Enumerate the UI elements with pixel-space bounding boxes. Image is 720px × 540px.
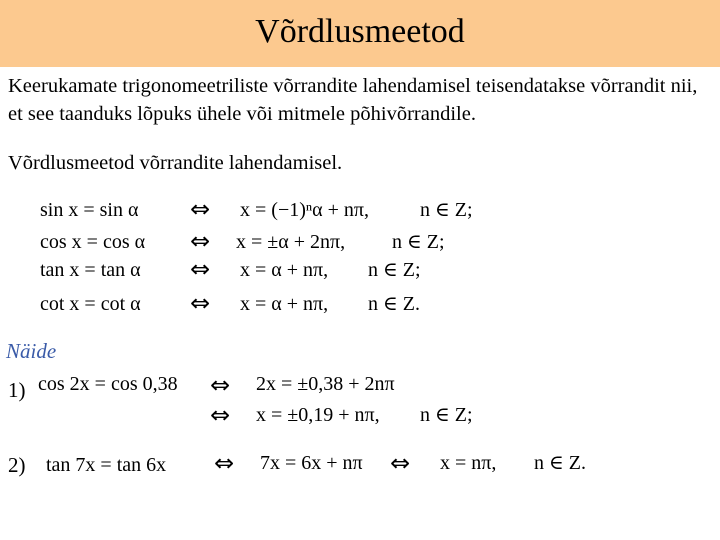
example-label: Näide [6, 339, 57, 363]
rule-sin-rhs: x = (−1)ⁿα + nπ, [240, 199, 370, 221]
rule-cos-lhs: cos x = cos α [40, 231, 146, 253]
example-1-step1: 2x = ±0,38 + 2nπ [256, 373, 395, 395]
equivalence-arrow-icon: ⇔ [190, 289, 211, 317]
example-1-cond: n ∈ Z; [420, 404, 473, 426]
rule-cos-cond: n ∈ Z; [392, 231, 445, 253]
equivalence-arrow-icon: ⇔ [390, 449, 411, 477]
rule-cot-lhs: cot x = cot α [40, 293, 141, 315]
example-2-step2: x = nπ, [440, 452, 497, 474]
rule-cot-rhs: x = α + nπ, [240, 293, 329, 315]
example-1-step2: x = ±0,19 + nπ, [256, 404, 380, 426]
rule-tan-cond: n ∈ Z; [368, 259, 421, 281]
slide-title: Võrdlusmeetod [255, 13, 465, 50]
example-2-number: 2) [8, 453, 26, 477]
example-1-number: 1) [8, 378, 26, 402]
equivalence-arrow-icon: ⇔ [190, 227, 211, 255]
example-2-cond: n ∈ Z. [534, 452, 587, 474]
equivalence-arrow-icon: ⇔ [190, 255, 211, 283]
example-1-lhs: cos 2x = cos 0,38 [38, 373, 178, 395]
rule-cos-rhs: x = ±α + 2nπ, [236, 231, 346, 253]
intro-text: Keerukamate trigonomeetriliste võrrandite lahendamisel teisendatakse võrrandit nii, et see taanduks lõpuks ühele või mitmele põhivõrrandile. [8, 75, 698, 125]
equivalence-arrow-icon: ⇔ [210, 371, 231, 399]
equivalence-arrow-icon: ⇔ [210, 401, 231, 429]
rule-sin-cond: n ∈ Z; [420, 199, 473, 221]
rule-cot-cond: n ∈ Z. [368, 293, 421, 315]
rule-tan-lhs: tan x = tan α [40, 259, 141, 281]
example-2-lhs: tan 7x = tan 6x [46, 454, 167, 476]
rule-tan-rhs: x = α + nπ, [240, 259, 329, 281]
subtitle: Võrdlusmeetod võrrandite lahendamisel. [8, 152, 343, 174]
example-2-step1: 7x = 6x + nπ [260, 452, 363, 474]
equivalence-arrow-icon: ⇔ [190, 195, 211, 223]
rule-sin-lhs: sin x = sin α [40, 199, 139, 221]
equivalence-arrow-icon: ⇔ [214, 449, 235, 477]
